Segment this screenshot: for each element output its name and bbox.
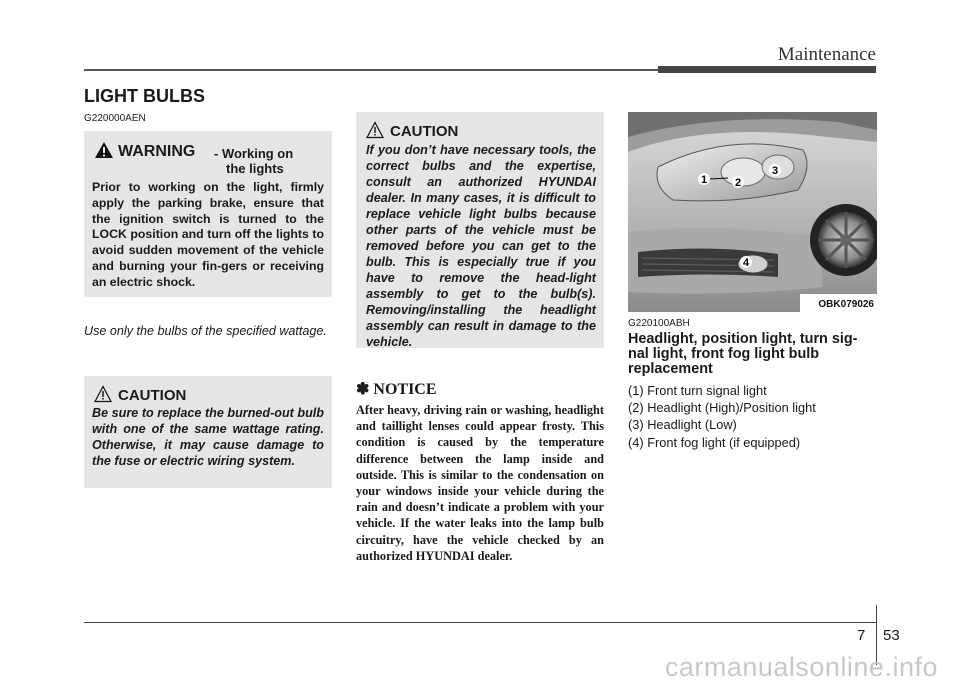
header-rule-accent: [658, 66, 876, 73]
caution-label-2: CAUTION: [390, 123, 459, 140]
svg-text:2: 2: [734, 177, 742, 189]
bulb-list: [628, 382, 816, 451]
section-header-title: Maintenance: [777, 44, 876, 65]
svg-text:1: 1: [700, 174, 708, 186]
section-title: LIGHT BULBS: [84, 86, 205, 106]
warning-triangle-icon: [94, 141, 114, 159]
svg-text:4: 4: [742, 257, 750, 269]
replacement-title: Headlight, position light, turn sig-nal light, front fog light bulb replacement: [628, 331, 858, 377]
chapter-number: 7: [857, 627, 866, 644]
caution-triangle-icon: [366, 121, 384, 139]
caution-box-1: [84, 376, 332, 488]
intro-text: Use only the bulbs of the specified wattage.: [84, 324, 327, 338]
watermark: carmanualsonline.info: [664, 652, 938, 682]
car-front-illustration: [628, 112, 877, 312]
warning-label: WARNING: [118, 143, 196, 160]
section-code: G220000AEN: [84, 113, 146, 124]
notice-body: After heavy, driving rain or washing, headlight and taillight lenses could appear frosty. This condition is caused by the temperature difference between the lamp inside and outside. This is similar to the condensation on your windows inside your vehicle during the rain and doesn’t indicate a problem with your vehicle. If the water leaks into the lamp bulb circuitry, have the vehicle checked by an authorized HYUNDAI dealer.: [356, 403, 604, 563]
caution-body-1: Be sure to replace the burned-out bulb with one of the same wattage rating. Otherwise, it may cause damage to the fuse or electric wiring system.: [92, 406, 324, 468]
notice-title: ✽ NOTICE: [356, 381, 437, 398]
list-item: (2) Headlight (High)/Position light: [628, 400, 816, 416]
figure-code: OBK079026: [818, 299, 874, 310]
warning-body: Prior to working on the light, firmly apply the parking brake, ensure that the ignition switch is turned to the LOCK position and turn off the lights to avoid sudden movement of the vehicle and burning your fin-gers or receiving an electric shock.: [92, 180, 324, 289]
warning-subject-line1: - Working on: [214, 146, 294, 161]
page-number: 53: [883, 627, 900, 644]
header-rule: [84, 69, 664, 71]
caution-triangle-icon: [94, 385, 112, 403]
footer-rule: [84, 622, 876, 623]
warning-subject-line2: the lights: [226, 161, 284, 176]
caution-label-1: CAUTION: [118, 387, 187, 404]
caution-body-2: If you don’t have necessary tools, the correct bulbs and the expertise, consult an authorized HYUNDAI dealer. In many cases, it is difficult to replace vehicle light bulbs because other parts of the vehicle must be removed before you can get to the bulb. This is especially true if you have to remove the head-light assembly to get to the bulb(s). Removing/installing the headlight assembly can result in damage to the vehicle.: [366, 143, 596, 349]
warning-box: [84, 131, 332, 297]
headlight-photo: [628, 112, 877, 312]
replacement-code: G220100ABH: [628, 318, 690, 329]
list-item: (1) Front turn signal light: [628, 383, 767, 398]
list-item: (4) Front fog light (if equipped): [628, 434, 801, 450]
caution-box-2: [356, 112, 604, 348]
svg-text:3: 3: [771, 165, 779, 177]
list-item: (3) Headlight (Low): [628, 417, 737, 433]
